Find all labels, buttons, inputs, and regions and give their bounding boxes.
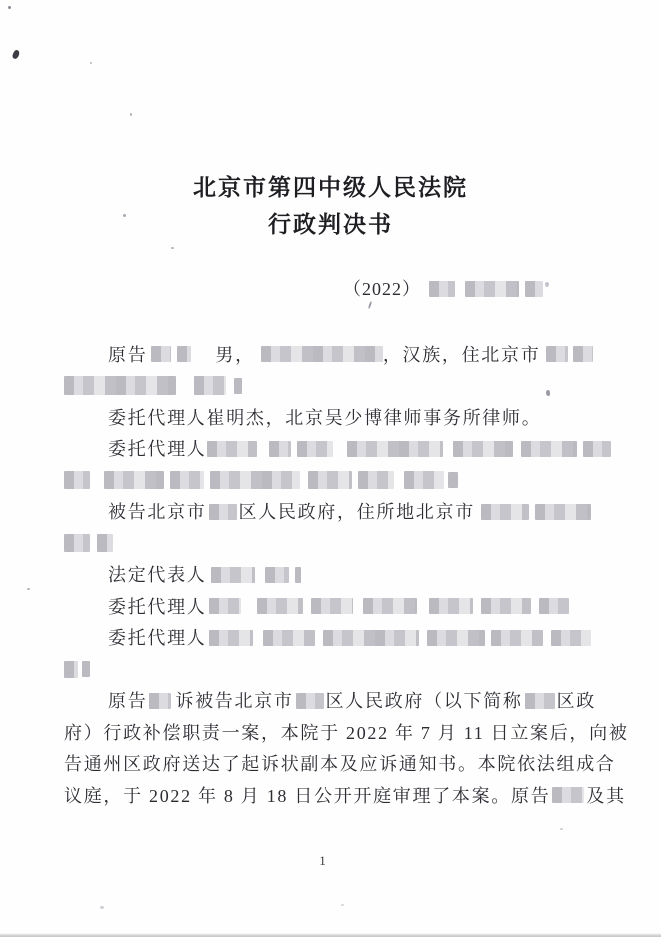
spacing-gap	[64, 574, 108, 575]
redaction-block	[453, 441, 513, 457]
text-run: 被告北京市	[108, 502, 207, 523]
redaction-block	[234, 378, 242, 394]
spacing-gap	[289, 574, 295, 575]
scan-speckle	[546, 390, 550, 396]
redaction-block	[170, 471, 204, 489]
spacing-gap	[300, 479, 308, 480]
text-run: 委托代理人	[108, 596, 207, 617]
redaction-block	[64, 661, 78, 678]
spacing-gap	[531, 605, 539, 606]
text-run: （2022）	[343, 279, 421, 299]
spacing-gap	[64, 353, 108, 354]
case-intro-line-1	[64, 685, 654, 717]
redaction-block	[295, 567, 301, 583]
scan-speckle	[100, 906, 104, 909]
spacing-gap	[485, 637, 491, 638]
text-run: 府）行政补偿职责一案，本院于 2022 年 7 月 11 日立案后，向被	[64, 722, 629, 743]
scan-speckle	[90, 62, 92, 64]
spacing-gap	[64, 448, 108, 449]
redaction-block	[323, 630, 419, 646]
redaction-block	[209, 504, 237, 520]
text-run: 议庭，于 2022 年 8 月 18 日公开开庭审理了本案。原告	[64, 785, 551, 806]
text-run: 诉被告北京市	[175, 691, 294, 712]
court-name: 北京市第四中级人民法院	[193, 175, 468, 200]
text-run: 原告	[108, 691, 148, 712]
scan-speckle	[560, 828, 563, 830]
agent-line-1	[64, 401, 654, 433]
agent-line-2-continued	[64, 464, 654, 496]
redaction-block	[521, 441, 577, 457]
redaction-block	[573, 346, 593, 362]
spacing-gap	[473, 605, 481, 606]
defendant-line-continued	[64, 527, 654, 559]
redaction-block	[308, 471, 352, 489]
scan-speckle	[171, 247, 174, 249]
redaction-block	[539, 598, 569, 614]
defendant-line	[64, 496, 654, 528]
spacing-gap	[90, 479, 104, 480]
redaction-block	[552, 787, 584, 803]
redaction-block	[209, 630, 253, 646]
page-number: 1	[319, 853, 326, 868]
text-run: 男，	[215, 344, 255, 365]
redaction-block	[194, 376, 226, 395]
redaction-block	[207, 441, 257, 457]
redaction-block	[265, 567, 289, 583]
redaction-block	[481, 598, 531, 614]
redaction-block	[261, 346, 383, 362]
redaction-block	[448, 472, 458, 488]
scanner-edge-shadow	[0, 933, 661, 937]
redaction-block	[535, 504, 591, 520]
text-run: 委托代理人崔明杰，北京吴少博律师事务所律师。	[108, 407, 542, 428]
spacing-gap	[291, 448, 297, 449]
redaction-block	[211, 567, 255, 583]
text-run: 区人民政府（以下简称	[325, 691, 523, 712]
spacing-gap	[394, 479, 404, 480]
redaction-block	[347, 441, 443, 457]
spacing-gap	[577, 448, 583, 449]
redaction-block	[427, 630, 485, 646]
spacing-gap	[443, 448, 453, 449]
redaction-block	[525, 693, 555, 709]
spacing-gap	[253, 637, 263, 638]
case-intro-line-3	[64, 748, 654, 780]
spacing-gap	[90, 542, 97, 543]
case-number-line	[64, 272, 661, 304]
spacing-gap	[255, 353, 261, 354]
agent-line-2	[64, 433, 654, 465]
redaction-block	[429, 598, 473, 614]
case-intro-line-4	[64, 779, 654, 811]
redaction-block	[97, 534, 113, 552]
document-type: 行政判决书	[268, 212, 393, 237]
redaction-block	[491, 630, 543, 646]
legal-representative-line	[64, 559, 654, 591]
redaction-block	[269, 441, 291, 457]
text-run: 区政	[556, 691, 597, 712]
redaction-block	[297, 441, 333, 457]
spacing-gap	[207, 574, 211, 575]
spacing-gap	[417, 605, 429, 606]
spacing-gap	[255, 574, 265, 575]
text-run: 及其	[586, 785, 626, 806]
redaction-block	[481, 504, 529, 520]
spacing-gap	[455, 288, 465, 289]
redaction-block	[149, 693, 171, 709]
redaction-block	[551, 630, 591, 646]
spacing-gap	[241, 605, 257, 606]
scan-speckle	[545, 282, 549, 287]
scan-speckle	[8, 6, 11, 9]
spacing-gap	[226, 385, 234, 386]
case-intro-line-2	[64, 716, 654, 748]
spacing-gap	[64, 511, 108, 512]
redaction-block	[257, 598, 303, 614]
redaction-block	[546, 346, 568, 362]
redaction-block	[64, 534, 90, 552]
redaction-block	[210, 471, 300, 489]
document-body	[64, 338, 654, 811]
redaction-block	[525, 281, 543, 297]
redaction-block	[104, 471, 164, 489]
redaction-block	[358, 471, 394, 489]
text-run: 原告	[108, 344, 148, 365]
spacing-gap	[176, 385, 194, 386]
spacing-gap	[333, 448, 347, 449]
spacing-gap	[419, 637, 427, 638]
scan-speckle	[341, 904, 344, 906]
spacing-gap	[191, 353, 215, 354]
scan-speckle	[11, 49, 21, 60]
spacing-gap	[513, 448, 521, 449]
spacing-gap	[353, 605, 363, 606]
document-title	[0, 169, 661, 243]
text-run: ，汉族，住北京市	[382, 344, 541, 365]
redaction-block	[82, 661, 90, 677]
redaction-block	[583, 441, 611, 457]
redaction-block	[404, 471, 444, 489]
text-run: 委托代理人	[108, 439, 207, 460]
redaction-block	[429, 281, 455, 297]
redaction-block	[465, 281, 519, 297]
agent-line-4	[64, 622, 654, 654]
spacing-gap	[64, 700, 108, 701]
redaction-block	[363, 598, 417, 614]
redaction-block	[151, 346, 171, 362]
spacing-gap	[543, 637, 551, 638]
redaction-block	[311, 598, 353, 614]
spacing-gap	[315, 637, 323, 638]
plaintiff-line-continued	[64, 370, 654, 402]
scan-speckle	[130, 113, 132, 116]
redaction-block	[296, 693, 324, 709]
redaction-block	[263, 630, 315, 646]
text-run: 委托代理人	[108, 628, 207, 649]
scan-speckle	[27, 588, 30, 590]
text-run: 法定代表人	[108, 565, 207, 586]
text-run: 区人民政府，住所地北京市	[238, 502, 475, 523]
spacing-gap	[64, 637, 108, 638]
redaction-block	[64, 471, 90, 489]
text-run: 告通州区政府送达了起诉状副本及应诉通知书。本院依法组成合	[64, 754, 616, 775]
redaction-block	[177, 346, 191, 362]
spacing-gap	[64, 416, 108, 417]
agent-line-4-continued	[64, 653, 654, 685]
spacing-gap	[257, 448, 269, 449]
scan-speckle	[123, 214, 126, 217]
spacing-gap	[303, 605, 311, 606]
spacing-gap	[421, 288, 429, 289]
redaction-block	[64, 376, 176, 395]
agent-line-3	[64, 590, 654, 622]
redaction-block	[209, 598, 241, 614]
plaintiff-line	[64, 338, 654, 370]
spacing-gap	[64, 605, 108, 606]
